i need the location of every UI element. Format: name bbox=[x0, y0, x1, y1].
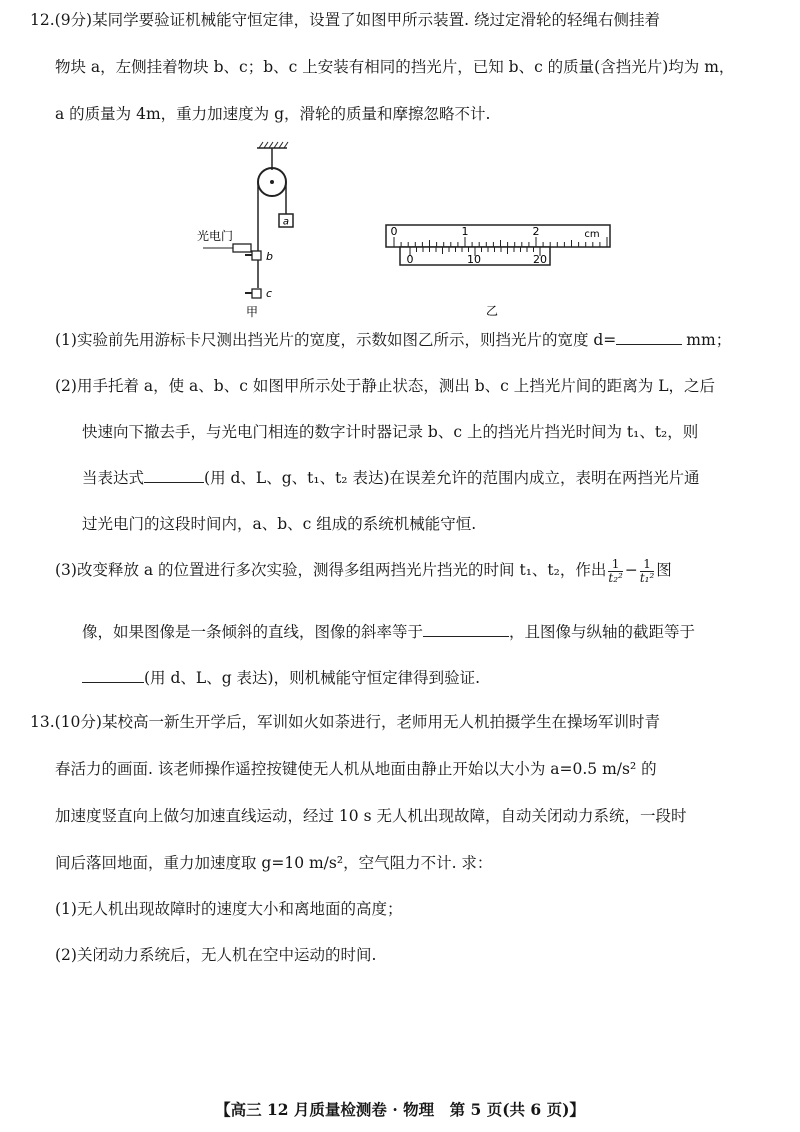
figure-yi-vernier bbox=[380, 215, 620, 325]
q12-part3-line1a: (3)改变释放 a 的位置进行多次实验，测得多组两挡光片挡光的时间 t₁、t₂，作出 bbox=[55, 561, 607, 579]
q12-part3-line3 bbox=[82, 666, 480, 688]
main-label-1: 1 bbox=[461, 225, 469, 238]
minus-sign: − bbox=[624, 561, 638, 579]
unit-label: cm bbox=[584, 229, 600, 240]
vernier-label-10: 10 bbox=[467, 253, 481, 266]
answer-blank-d[interactable] bbox=[616, 330, 682, 345]
vernier-label-0: 0 bbox=[406, 253, 414, 266]
q12-part3-line2 bbox=[82, 620, 695, 642]
q12-part1 bbox=[55, 328, 731, 350]
ceiling-hatch bbox=[259, 142, 288, 148]
label-b: b bbox=[266, 250, 273, 263]
fraction-1-over-t2-squared bbox=[608, 558, 622, 585]
q12-part3-line1 bbox=[55, 556, 672, 585]
vernier-label-20: 20 bbox=[533, 253, 547, 266]
q13-sub2: (2)关闭动力系统后，无人机在空中运动的时间. bbox=[55, 946, 377, 964]
q12-line1: 12.(9分)某同学要验证机械能守恒定律，设置了如图甲所示装置. 绕过定滑轮的轻绳右侧挂着 bbox=[30, 11, 660, 29]
caption-yi: 乙 bbox=[485, 304, 499, 318]
label-a: a bbox=[282, 216, 290, 228]
frac2-numerator: 1 bbox=[640, 558, 654, 572]
q12-line2: 物块 a，左侧挂着物块 b、c；b、c 上安装有相同的挡光片，已知 b、c 的质量(含挡光片)均为 m， bbox=[55, 58, 735, 76]
q12-part2-line3b: (用 d、L、g、t₁、t₂ 表达)在误差允许的范围内成立，表明在两挡光片通 bbox=[204, 469, 700, 487]
q12-part3-line3-text: (用 d、L、g 表达)，则机械能守恒定律得到验证. bbox=[144, 669, 481, 687]
q12-part2-line3a: 当表达式 bbox=[82, 469, 145, 487]
figure-jia-apparatus bbox=[195, 140, 305, 325]
main-label-0: 0 bbox=[390, 225, 398, 238]
frac2-denominator: t₁² bbox=[639, 570, 655, 585]
answer-blank-intercept[interactable] bbox=[82, 668, 144, 683]
q13-sub1: (1)无人机出现故障时的速度大小和离地面的高度； bbox=[55, 900, 403, 918]
label-c: c bbox=[266, 287, 273, 300]
pulley-axle bbox=[270, 180, 274, 184]
q13-line2: 春活力的画面. 该老师操作遥控按键使无人机从地面由静止开始以大小为 a=0.5 m/s² 的 bbox=[55, 760, 657, 778]
q12-part1-text: (1)实验前先用游标卡尺测出挡光片的宽度，示数如图乙所示，则挡光片的宽度 d= bbox=[55, 331, 617, 349]
q12-part3-line2b: ，且图像与纵轴的截距等于 bbox=[509, 623, 696, 641]
block-c bbox=[252, 289, 261, 298]
answer-blank-expression[interactable] bbox=[144, 468, 204, 483]
photogate bbox=[233, 244, 251, 252]
q13-line1: 13.(10分)某校高一新生开学后，军训如火如荼进行，老师用无人机拍摄学生在操场军训时青 bbox=[30, 713, 660, 731]
q12-part2-line1: (2)用手托着 a，使 a、b、c 如图甲所示处于静止状态，测出 b、c 上挡光片间的距离为 L，之后 bbox=[55, 377, 716, 395]
q12-part2-line4: 过光电门的这段时间内，a、b、c 组成的系统机械能守恒. bbox=[82, 515, 477, 533]
main-scale-body bbox=[386, 225, 610, 247]
fraction-1-over-t1-squared bbox=[640, 558, 654, 585]
q12-part2-line2: 快速向下撤去手，与光电门相连的数字计时器记录 b、c 上的挡光片挡光时间为 t₁、t₂，则 bbox=[82, 423, 699, 441]
frac1-numerator: 1 bbox=[608, 558, 622, 572]
caption-jia: 甲 bbox=[245, 305, 259, 319]
main-label-2: 2 bbox=[532, 225, 540, 238]
frac1-denominator: t₂² bbox=[608, 570, 623, 585]
q12-part3-line1b: 图 bbox=[656, 561, 672, 579]
page-footer: 【高三 12 月质量检测卷 · 物理 第 5 页(共 6 页)】 bbox=[215, 1100, 585, 1119]
answer-blank-slope[interactable] bbox=[423, 622, 509, 637]
block-b bbox=[252, 251, 261, 260]
q12-part3-line2a: 像，如果图像是一条倾斜的直线，图像的斜率等于 bbox=[82, 623, 424, 641]
q13-line3: 加速度竖直向上做匀加速直线运动，经过 10 s 无人机出现故障，自动关闭动力系统，一段时 bbox=[55, 807, 687, 825]
q12-part1-unit: mm； bbox=[686, 331, 732, 349]
photogate-label: 光电门 bbox=[197, 229, 234, 243]
q12-line3: a 的质量为 4m，重力加速度为 g，滑轮的质量和摩擦忽略不计. bbox=[55, 105, 491, 123]
q12-part2-line3 bbox=[82, 466, 700, 488]
q13-line4: 间后落回地面，重力加速度取 g=10 m/s²，空气阻力不计. 求： bbox=[55, 854, 493, 872]
